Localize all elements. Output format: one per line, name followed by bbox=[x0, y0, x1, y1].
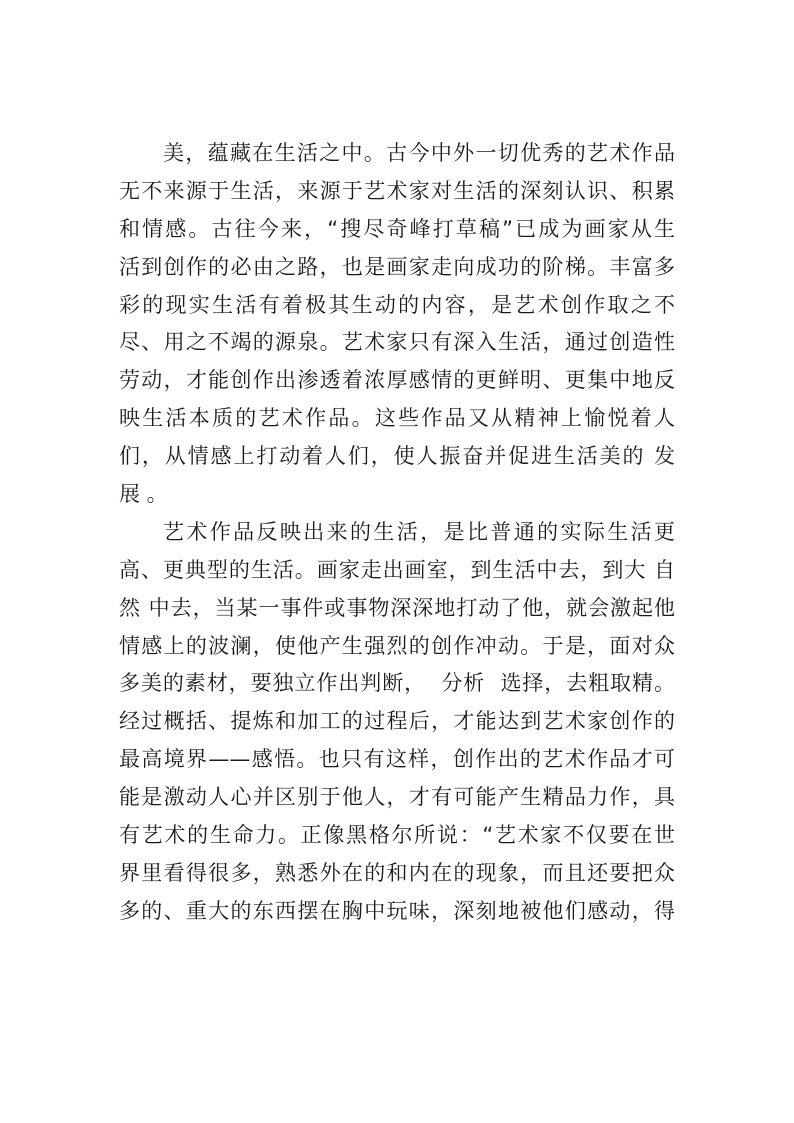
text-line: 尽、用之不竭的源泉。艺术家只有深入生活，通过创造性 bbox=[119, 330, 675, 355]
document-body bbox=[119, 135, 675, 931]
text-line: 无不来源于生活，来源于艺术家对生活的深刻认识、积累 bbox=[119, 178, 675, 203]
text-line: 和情感。古往今来，“搜尽奇峰打草稿”已成为画家从生 bbox=[119, 216, 675, 241]
text-line: 最高境界——感悟。也只有这样，创作出的艺术作品才可 bbox=[119, 747, 675, 772]
text-line: 高、更典型的生活。画家走出画室，到生活中去，到大 自 bbox=[119, 557, 675, 582]
text-line: 劳动，才能创作出渗透着浓厚感情的更鲜明、更集中地反 bbox=[119, 368, 675, 393]
text-line: 们，从情感上打动着人们，使人振奋并促进生活美的 发 bbox=[119, 444, 675, 469]
text-line: 多的、重大的东西摆在胸中玩味，深刻地被他们感动，得 bbox=[119, 898, 675, 923]
text-line: 彩的现实生活有着极其生动的内容，是艺术创作取之不 bbox=[119, 292, 675, 317]
text-line: 界里看得很多，熟悉外在的和内在的现象，而且还要把众 bbox=[119, 860, 675, 885]
text-line: 艺术作品反映出来的生活，是比普通的实际生活更 bbox=[163, 519, 675, 544]
text-line: 情感上的波澜，使他产生强烈的创作冲动。于是，面对众 bbox=[119, 633, 675, 658]
text-line: 美，蕴藏在生活之中。古今中外一切优秀的艺术作品 bbox=[163, 141, 675, 165]
paragraph-2 bbox=[119, 514, 675, 931]
paragraph-1 bbox=[119, 135, 675, 514]
text-line: 映生活本质的艺术作品。这些作品又从精神上愉悦着人 bbox=[119, 406, 675, 431]
text-line: 经过概括、提炼和加工的过程后，才能达到艺术家创作的 bbox=[119, 709, 675, 734]
text-line: 多美的素材，要独立作出判断， 分析 选择，去粗取精。 bbox=[119, 671, 675, 696]
text-line: 有艺术的生命力。正像黑格尔所说：“艺术家不仅要在世 bbox=[119, 823, 675, 848]
text-line: 展 。 bbox=[119, 482, 168, 507]
text-line: 然 中去，当某一事件或事物深深地打动了他，就会激起他 bbox=[119, 595, 675, 620]
text-line: 活到创作的必由之路，也是画家走向成功的阶梯。丰富多 bbox=[119, 254, 675, 279]
text-line: 能是激动人心并区别于他人，才有可能产生精品力作，具 bbox=[119, 785, 675, 810]
